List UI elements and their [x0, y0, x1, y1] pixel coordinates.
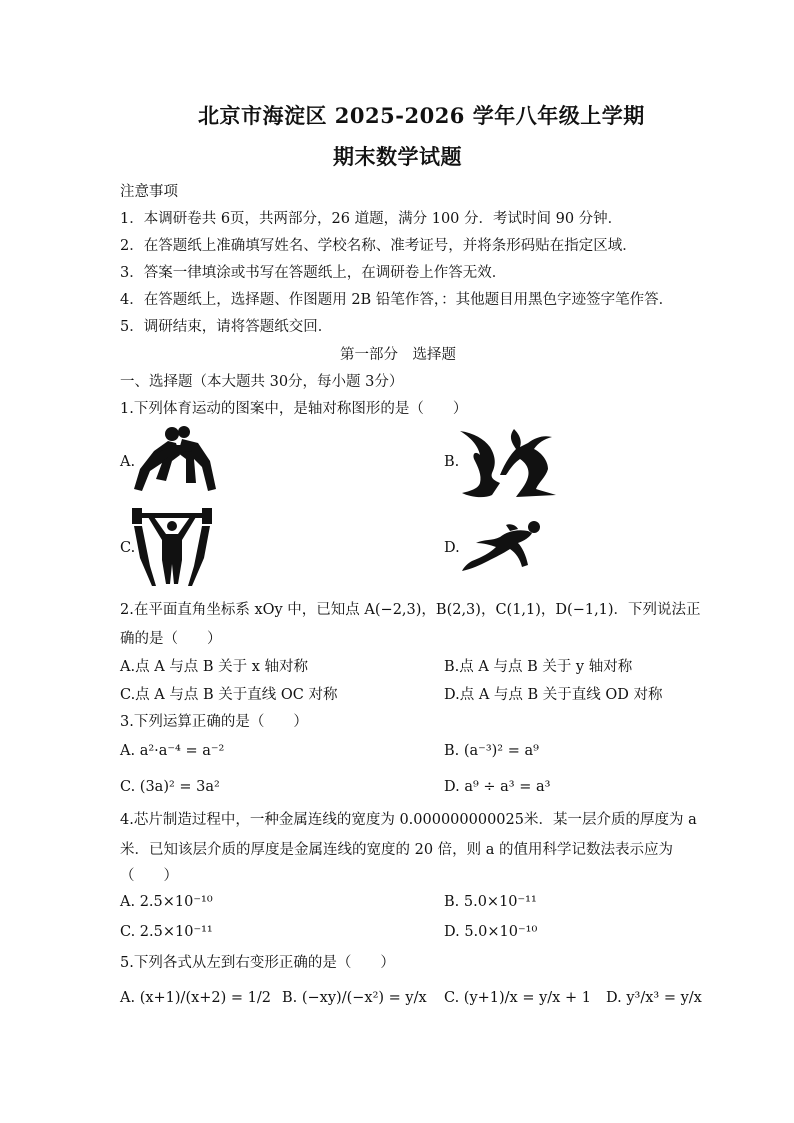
notice-item-2: 2．在答题纸上准确填写姓名、学校名称、准考证号，并将条形码贴在指定区域．: [120, 238, 637, 254]
notice-item-3: 3．答案一律填涂或书写在答题纸上，在调研卷上作答无效．: [120, 265, 507, 281]
wrestling-icon: [132, 425, 220, 495]
notice-item-4: 4．在答题纸上，选择题、作图题用 2B 铅笔作答，：其他题目用黑色字迹签字笔作答．: [120, 292, 674, 308]
q1-option-d-label: D.: [444, 540, 460, 556]
q3-option-c: C. (3a)² = 3a²: [120, 779, 220, 795]
q5-option-c: C. (y+1)/x = y/x + 1: [444, 990, 591, 1006]
notice-heading: 注意事项: [120, 184, 178, 200]
part-title: 第一部分 选择题: [340, 347, 456, 363]
speed-skating-icon: [462, 517, 546, 575]
q2-option-b: B.点 A 与点 B 关于 y 轴对称: [444, 659, 633, 675]
q5-option-a: A. (x+1)/(x+2) = 1/2: [120, 990, 272, 1006]
q1-option-c-label: C.: [120, 540, 136, 556]
dance-icon: [456, 425, 562, 501]
notice-item-1: 1．本调研卷共 6页，共两部分，26 道题，满分 100 分．考试时间 90 分钟．: [120, 211, 623, 227]
q4-stem-line1: 4.芯片制造过程中，一种金属连线的宽度为 0.000000000025米．某一层介质的厚度为 a: [120, 812, 697, 828]
q1-stem: 1.下列体育运动的图案中，是轴对称图形的是（ ）: [120, 401, 468, 417]
q4-stem-line2: 米．已知该层介质的厚度是金属连线的宽度的 20 倍，则 a 的值用科学记数法表示应为: [120, 842, 674, 858]
page-subtitle: 期末数学试题: [333, 144, 462, 169]
q5-stem: 5.下列各式从左到右变形正确的是（ ）: [120, 955, 395, 971]
q2-option-c: C.点 A 与点 B 关于直线 OC 对称: [120, 687, 338, 703]
q3-option-d: D. a⁹ ÷ a³ = a³: [444, 779, 551, 795]
section-title: 一、选择题（本大题共 30分，每小题 3分）: [120, 374, 404, 390]
q1-option-b-label: B.: [444, 454, 460, 470]
q4-stem-line3: （ ）: [120, 868, 178, 884]
q1-option-a-label: A.: [120, 454, 136, 470]
q4-option-b: B. 5.0×10⁻¹¹: [444, 894, 537, 910]
q5-option-b: B. (−xy)/(−x²) = y/x: [282, 990, 427, 1006]
q2-option-a: A.点 A 与点 B 关于 x 轴对称: [120, 659, 309, 675]
q4-option-c: C. 2.5×10⁻¹¹: [120, 924, 213, 940]
page-title: 北京市海淀区 2025-2026 学年八年级上学期: [198, 103, 645, 128]
weightlifting-icon: [132, 506, 212, 588]
q2-option-d: D.点 A 与点 B 关于直线 OD 对称: [444, 687, 663, 703]
q3-option-b: B. (a⁻³)² = a⁹: [444, 743, 539, 759]
q3-stem: 3.下列运算正确的是（ ）: [120, 714, 308, 730]
q5-option-d: D. y³/x³ = y/x: [606, 990, 702, 1006]
q4-option-d: D. 5.0×10⁻¹⁰: [444, 924, 538, 940]
notice-item-5: 5．调研结束，请将答题纸交回．: [120, 319, 333, 335]
q2-stem-line2: 确的是（ ）: [120, 631, 222, 647]
q4-option-a: A. 2.5×10⁻¹⁰: [120, 894, 213, 910]
q3-option-a: A. a²·a⁻⁴ = a⁻²: [120, 743, 225, 759]
q2-stem-line1: 2.在平面直角坐标系 xOy 中，已知点 A(−2,3)，B(2,3)，C(1,1)，D(−1,1)．下列说法正: [120, 602, 701, 618]
